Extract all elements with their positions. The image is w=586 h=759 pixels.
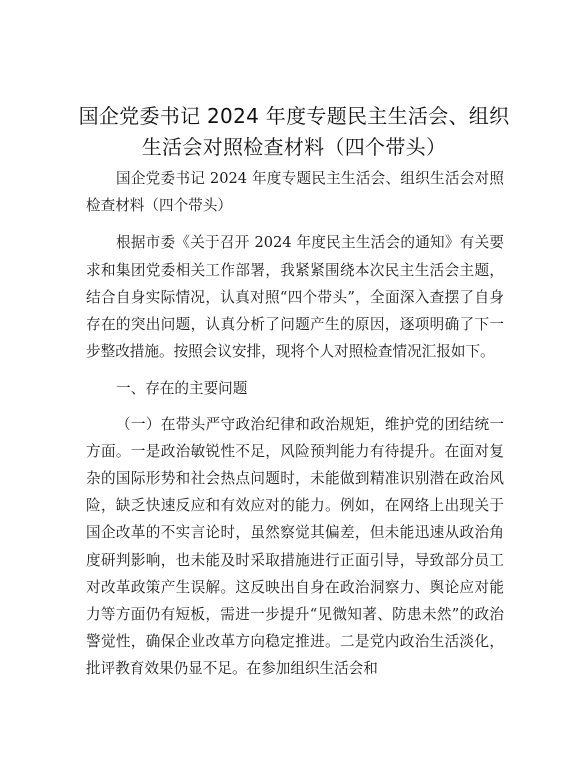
- document-title: [60, 101, 528, 163]
- document-title-line-2: 生活会对照检查材料（四个带头）: [141, 135, 447, 159]
- intro-paragraph: 根据市委《关于召开 2024 年度民主生活会的通知》有关要求和集团党委相关工作部署，我紧紧围绕本次民主生活会主题，结合自身实际情况，认真对照“四个带头”，全面深入查摆了自身存在的突出问题，认真分析了问题产生的原因，逐项明确了下一步整改措施。按照会议安排，现将个人对照检查情况汇报如下。: [86, 234, 504, 361]
- section-body-paragraph: （一）在带头严守政治纪律和政治规矩，维护党的团结统一方面。一是政治敏锐性不足，风险预判能力有待提升。在面对复杂的国际形势和社会热点问题时，未能做到精准识别潜在政治风险，缺乏快速反应和有效应对的能力。例如，在网络上出现关于国企改革的不实言论时，虽然察觉其偏差，但未能迅速从政治角度研判影响，也未能及时采取措施进行正面引导，导致部分员工对改革政策产生误解。这反映出自身在政治洞察力、舆论应对能力等方面仍有短板，需进一步提升“见微知著、防患未然”的政治警觉性，确保企业改革方向稳定推进。二是党内政治生活淡化，批评教育效果仍显不足。在参加组织生活会和: [86, 415, 504, 678]
- document-subtitle: 国企党委书记 2024 年度专题民主生活会、组织生活会对照检查材料（四个带头）: [86, 170, 504, 215]
- document-title-line-1: 国企党委书记 2024 年度专题民主生活会、组织: [78, 104, 510, 128]
- section-heading: 一、存在的主要问题: [116, 380, 248, 398]
- document-body: [86, 165, 504, 683]
